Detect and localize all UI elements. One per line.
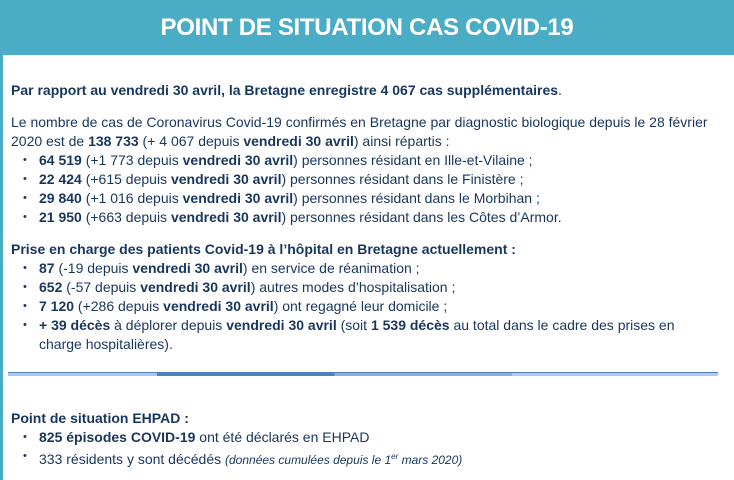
list-item-text bbox=[39, 447, 718, 470]
text-segment: (+663 depuis bbox=[81, 209, 171, 225]
text-segment: (-57 depuis bbox=[62, 279, 141, 295]
bullet-icon: • bbox=[23, 173, 27, 185]
hospital-item-hospitalisation bbox=[23, 278, 718, 297]
intro-paragraph bbox=[11, 81, 718, 100]
episodes-count: 825 épisodes COVID-19 bbox=[39, 429, 196, 445]
bullet-icon: • bbox=[23, 450, 27, 462]
cases-lead-paragraph bbox=[11, 113, 718, 151]
bullet-icon: • bbox=[23, 262, 27, 274]
cases-item-morbihan bbox=[23, 189, 718, 208]
title-bar bbox=[0, 0, 734, 55]
case-count: 29 840 bbox=[39, 190, 82, 206]
list-item-text bbox=[39, 208, 718, 227]
reference-date: vendredi 30 avril bbox=[163, 298, 274, 314]
reference-date: vendredi 30 avril bbox=[132, 260, 243, 276]
list-item-text bbox=[39, 151, 718, 170]
text-segment: ) autres modes d’hospitalisation ; bbox=[250, 279, 456, 295]
patient-count: 7 120 bbox=[39, 298, 75, 314]
list-item-text bbox=[39, 170, 718, 189]
reference-date: vendredi 30 avril bbox=[170, 209, 282, 225]
ehpad-item-deces bbox=[23, 447, 718, 470]
list-item-text bbox=[39, 278, 718, 297]
list-item-text bbox=[39, 189, 718, 208]
ehpad-note bbox=[225, 453, 462, 467]
text-segment: (-19 depuis bbox=[54, 260, 133, 276]
deaths-delta: + 39 décès bbox=[39, 317, 111, 333]
cases-list bbox=[11, 151, 718, 227]
bullet-icon: • bbox=[23, 281, 27, 293]
text-segment: (+1 773 depuis bbox=[81, 152, 183, 168]
ehpad-heading: Point de situation EHPAD : bbox=[11, 410, 189, 426]
reference-date: vendredi 30 avril bbox=[243, 133, 354, 149]
bullet-icon: • bbox=[23, 211, 27, 223]
ehpad-item-episodes bbox=[23, 428, 718, 447]
text-segment: ) personnes résidant dans les Côtes d’Armor. bbox=[281, 209, 562, 225]
list-item-text bbox=[39, 316, 718, 354]
text-segment: au total dans le cadre des prises en charge hospitalières). bbox=[39, 317, 675, 352]
text-segment: (+615 depuis bbox=[81, 171, 171, 187]
reference-date: vendredi 30 avril bbox=[182, 190, 294, 206]
text-segment: ) personnes résidant dans le Morbihan ; bbox=[293, 190, 540, 206]
intro-bold-text: Par rapport au vendredi 30 avril, la Bretagne enregistre 4 067 cas supplémentaires bbox=[11, 82, 559, 98]
text-segment: ) en service de réanimation ; bbox=[242, 260, 420, 276]
text-segment: à déplorer depuis bbox=[110, 317, 227, 333]
ehpad-list bbox=[11, 428, 718, 470]
bullet-icon: • bbox=[23, 431, 27, 443]
hospital-item-deces bbox=[23, 316, 718, 354]
total-cases-value: 138 733 bbox=[88, 133, 139, 149]
case-count: 22 424 bbox=[39, 171, 82, 187]
bullet-icon: • bbox=[23, 300, 27, 312]
patient-count: 87 bbox=[39, 260, 55, 276]
patient-count: 652 bbox=[39, 279, 63, 295]
list-item-text bbox=[39, 297, 718, 316]
text-segment: mars 2020) bbox=[398, 453, 463, 467]
text-segment: Le nombre de cas de Coronavirus Covid-19 confirmés en Bretagne par diagnostic biologique depuis le 28 février 2020 est de bbox=[11, 114, 708, 149]
reference-date: vendredi 30 avril bbox=[170, 171, 282, 187]
hospital-item-reanimation bbox=[23, 259, 718, 278]
text-segment: ) personnes résidant en Ille-et-Vilaine ; bbox=[293, 152, 533, 168]
text-segment: (données cumulées depuis le 1 bbox=[225, 453, 392, 467]
bullet-icon: • bbox=[23, 319, 27, 331]
list-item-text bbox=[39, 428, 718, 447]
reference-date: vendredi 30 avril bbox=[226, 317, 337, 333]
text-segment: 333 résidents y sont décédés bbox=[39, 451, 226, 467]
ordinal-superscript: er bbox=[391, 452, 399, 461]
reference-date: vendredi 30 avril bbox=[140, 279, 251, 295]
report-content bbox=[3, 55, 734, 480]
hospital-list bbox=[11, 259, 718, 354]
text-segment: ) personnes résidant dans le Finistère ; bbox=[281, 171, 524, 187]
case-count: 64 519 bbox=[39, 152, 82, 168]
cases-item-ille-et-vilaine bbox=[23, 151, 718, 170]
text-segment: (+1 016 depuis bbox=[81, 190, 183, 206]
case-count: 21 950 bbox=[39, 209, 82, 225]
page-title: POINT DE SITUATION CAS COVID-19 bbox=[160, 13, 574, 41]
text-segment: ) ainsi répartis : bbox=[353, 133, 450, 149]
text-segment: (+ 4 067 depuis bbox=[138, 133, 244, 149]
hospital-item-domicile bbox=[23, 297, 718, 316]
cases-item-finistere bbox=[23, 170, 718, 189]
text-segment: (soit bbox=[336, 317, 371, 333]
bullet-icon: • bbox=[23, 154, 27, 166]
hospital-heading: Prise en charge des patients Covid-19 à l’hôpital en Bretagne actuellement : bbox=[11, 241, 516, 257]
deaths-total: 1 539 décès bbox=[370, 317, 450, 333]
reference-date: vendredi 30 avril bbox=[182, 152, 294, 168]
text-segment: ont été déclarés en EHPAD bbox=[195, 429, 370, 445]
cases-item-cotes-darmor bbox=[23, 208, 718, 227]
text-segment: ) ont regagné leur domicile ; bbox=[273, 298, 448, 314]
bullet-icon: • bbox=[23, 192, 27, 204]
list-item-text bbox=[39, 259, 718, 278]
intro-period: . bbox=[558, 82, 562, 98]
text-segment: (+286 depuis bbox=[74, 298, 164, 314]
section-divider bbox=[8, 372, 718, 376]
